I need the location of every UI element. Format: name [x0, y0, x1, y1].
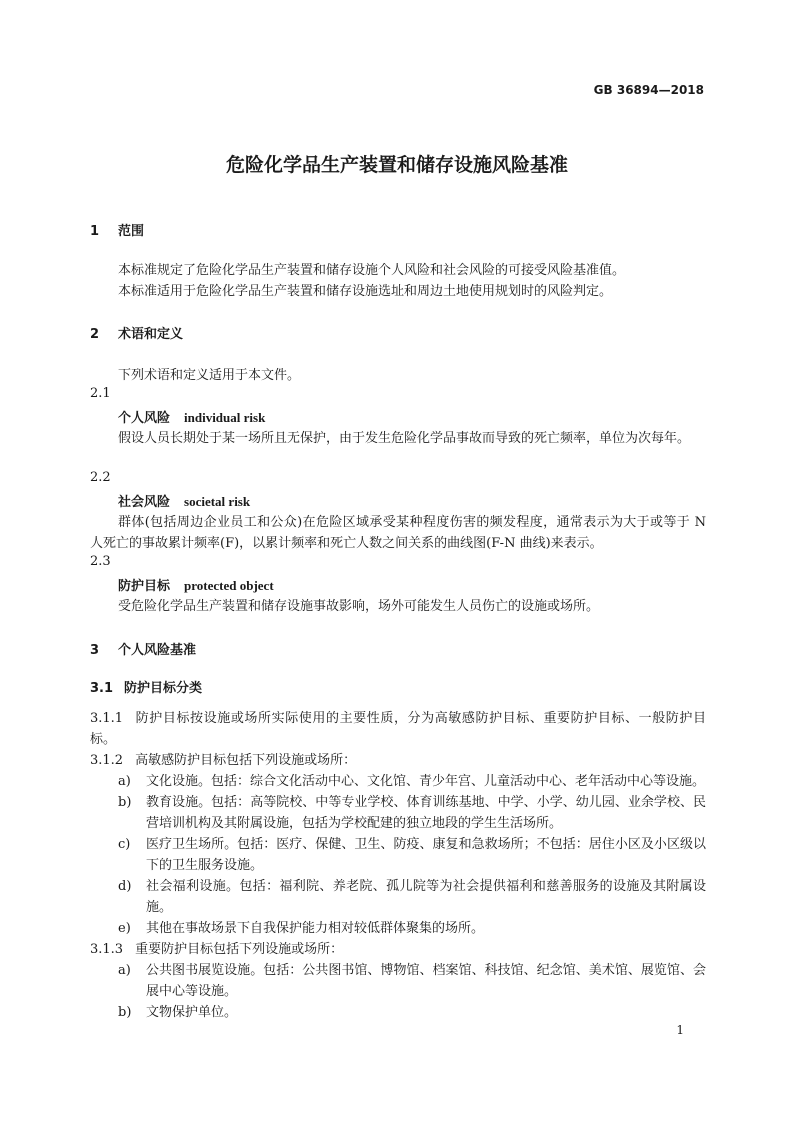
- section-3-heading: [90, 639, 196, 658]
- list-item: [118, 792, 706, 834]
- list-marker: b): [118, 795, 132, 810]
- term-definition: 群体(包括周边企业员工和公众)在危险区域承受某种程度伤害的频发程度，通常表示为大于或等于 N 人死亡的事故累计频率(F)，以累计频率和死亡人数之间关系的曲线图(F-N 曲线)来表示。: [90, 515, 706, 551]
- list-item: [118, 1002, 706, 1023]
- standard-number: GB 36894—2018: [593, 83, 704, 97]
- page-number: 1: [676, 1023, 684, 1037]
- term-en: individual risk: [184, 410, 266, 425]
- paragraph: 本标准适用于危险化学品生产装置和储存设施选址和周边土地使用规划时的风险判定。: [118, 284, 613, 299]
- list-marker: a): [118, 963, 131, 978]
- term-cn: 防护目标: [118, 579, 171, 594]
- list-item-text: 文物保护单位。: [146, 1005, 238, 1020]
- section-number: 2: [90, 327, 100, 342]
- list-item-text: 其他在事故场景下自我保护能力相对较低群体聚集的场所。: [146, 921, 485, 936]
- term-cn: 社会风险: [118, 495, 171, 510]
- section-title: 范围: [118, 224, 145, 239]
- list-item-text: 公共图书展览设施。包括：公共图书馆、博物馆、档案馆、科技馆、纪念馆、美术馆、展览馆、会展中心等设施。: [146, 963, 706, 999]
- section-number: 3: [90, 643, 100, 658]
- list-marker: c): [118, 837, 131, 852]
- list-item-text: 教育设施。包括：高等院校、中等专业学校、体育训练基地、中学、小学、幼儿园、业余学校、民营培训机构及其附属设施，包括为学校配建的独立地段的学生生活场所。: [146, 795, 706, 831]
- section-number: 1: [90, 224, 100, 239]
- term-en: protected object: [184, 578, 274, 593]
- term-number: 2.3: [90, 554, 111, 569]
- list-item-text: 文化设施。包括：综合文化活动中心、文化馆、青少年宫、儿童活动中心、老年活动中心等设施。: [146, 774, 706, 789]
- paragraph: 本标准规定了危险化学品生产装置和储存设施个人风险和社会风险的可接受风险基准值。: [118, 263, 626, 278]
- term-heading: [118, 407, 265, 426]
- list-item: [118, 918, 706, 939]
- clause-3-1-1: [90, 708, 706, 750]
- clause-3-1-3: [90, 939, 706, 960]
- clause-text: 重要防护目标包括下列设施或场所：: [135, 942, 344, 957]
- clause-text: 高敏感防护目标包括下列设施或场所：: [135, 753, 357, 768]
- list-marker: b): [118, 1005, 132, 1020]
- subsection-number: 3.1: [90, 681, 114, 696]
- list-marker: d): [118, 879, 132, 894]
- clause-text: 防护目标按设施或场所实际使用的主要性质，分为高敏感防护目标、重要防护目标、一般防护目标。: [90, 711, 706, 747]
- clause-3-1-2: [90, 750, 706, 771]
- section-1-heading: [90, 220, 144, 239]
- term-heading: [118, 491, 250, 510]
- section-title: 术语和定义: [118, 327, 184, 342]
- term-cn: 个人风险: [118, 411, 171, 426]
- subsection-title: 防护目标分类: [124, 681, 203, 696]
- clause-number: 3.1.1: [90, 711, 124, 726]
- term-heading: [118, 575, 274, 594]
- list-marker: e): [118, 921, 131, 936]
- list-marker: a): [118, 774, 131, 789]
- term-number: 2.2: [90, 470, 111, 485]
- term-en: societal risk: [184, 494, 251, 509]
- page-title: 危险化学品生产装置和储存设施风险基准: [225, 154, 568, 176]
- term-definition: 假设人员长期处于某一场所且无保护，由于发生危险化学品事故而导致的死亡频率，单位为次每年。: [118, 431, 691, 446]
- list-item: [118, 960, 706, 1002]
- term-number: 2.1: [90, 386, 111, 401]
- subsection-3-1-heading: [90, 677, 202, 696]
- list-item: [118, 771, 706, 792]
- paragraph: 下列术语和定义适用于本文件。: [118, 368, 301, 383]
- list-item: [118, 876, 706, 918]
- clause-number: 3.1.2: [90, 753, 124, 768]
- list-item-text: 社会福利设施。包括：福利院、养老院、孤儿院等为社会提供福利和慈善服务的设施及其附属设施。: [146, 879, 706, 915]
- list-item: [118, 834, 706, 876]
- list-item-text: 医疗卫生场所。包括：医疗、保健、卫生、防疫、康复和急救场所；不包括：居住小区及小区级以下的卫生服务设施。: [146, 837, 706, 873]
- term-definition: 受危险化学品生产装置和储存设施事故影响，场外可能发生人员伤亡的设施或场所。: [118, 599, 600, 614]
- section-2-heading: [90, 323, 183, 342]
- clause-number: 3.1.3: [90, 942, 124, 957]
- section-title: 个人风险基准: [118, 643, 197, 658]
